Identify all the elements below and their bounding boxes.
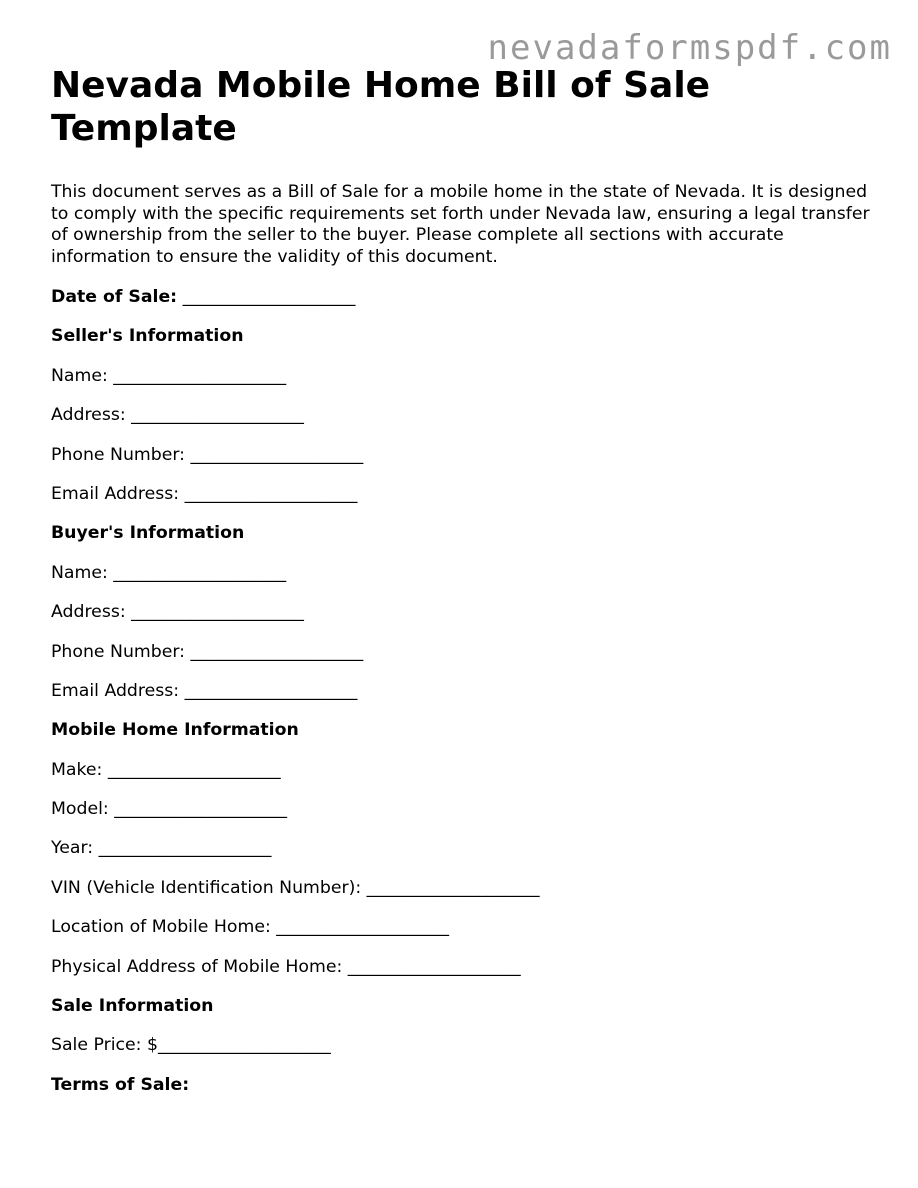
terms-of-sale-heading: Terms of Sale: xyxy=(51,1074,190,1095)
date-of-sale-label: Date of Sale: xyxy=(51,287,178,307)
sale-price-field[interactable]: Sale Price: $____________________ xyxy=(51,1035,331,1056)
watermark: nevadaformspdf.com xyxy=(487,28,892,68)
buyer-email-field[interactable]: Email Address: ____________________ xyxy=(51,680,358,701)
date-of-sale-field[interactable] xyxy=(51,286,881,325)
model-field[interactable]: Model: ____________________ xyxy=(51,799,288,820)
seller-email-field[interactable]: Email Address: ____________________ xyxy=(51,483,358,504)
form-fields xyxy=(51,286,881,1113)
seller-section-heading: Seller's Information xyxy=(51,326,244,347)
location-field[interactable]: Location of Mobile Home: ____________________ xyxy=(51,917,450,938)
buyer-address-field[interactable]: Address: ____________________ xyxy=(51,602,304,623)
buyer-section-heading: Buyer's Information xyxy=(51,523,245,544)
seller-name-field[interactable]: Name: ____________________ xyxy=(51,365,287,386)
mobile-home-section-heading: Mobile Home Information xyxy=(51,720,299,741)
physical-address-field[interactable]: Physical Address of Mobile Home: ____________________ xyxy=(51,956,521,977)
year-field[interactable]: Year: ____________________ xyxy=(51,838,272,859)
sale-section-heading: Sale Information xyxy=(51,996,214,1017)
page-title: Nevada Mobile Home Bill of Sale Template xyxy=(51,65,711,149)
seller-phone-field[interactable]: Phone Number: ____________________ xyxy=(51,444,364,465)
buyer-phone-field[interactable]: Phone Number: ____________________ xyxy=(51,641,364,662)
vin-field[interactable]: VIN (Vehicle Identification Number): ____________________ xyxy=(51,877,540,898)
intro-paragraph: This document serves as a Bill of Sale for a mobile home in the state of Nevada. It is designed to comply with the specific requirements set forth under Nevada law, ensuring a legal transfer of ownership from the seller to the buyer. Please complete all sections with accurate information to ensure the validity of this document. xyxy=(51,182,870,267)
buyer-name-field[interactable]: Name: ____________________ xyxy=(51,562,287,583)
make-field[interactable]: Make: ____________________ xyxy=(51,759,281,780)
document-body xyxy=(51,64,881,1113)
date-of-sale-blank[interactable]: ____________________ xyxy=(182,287,356,307)
seller-address-field[interactable]: Address: ____________________ xyxy=(51,405,304,426)
